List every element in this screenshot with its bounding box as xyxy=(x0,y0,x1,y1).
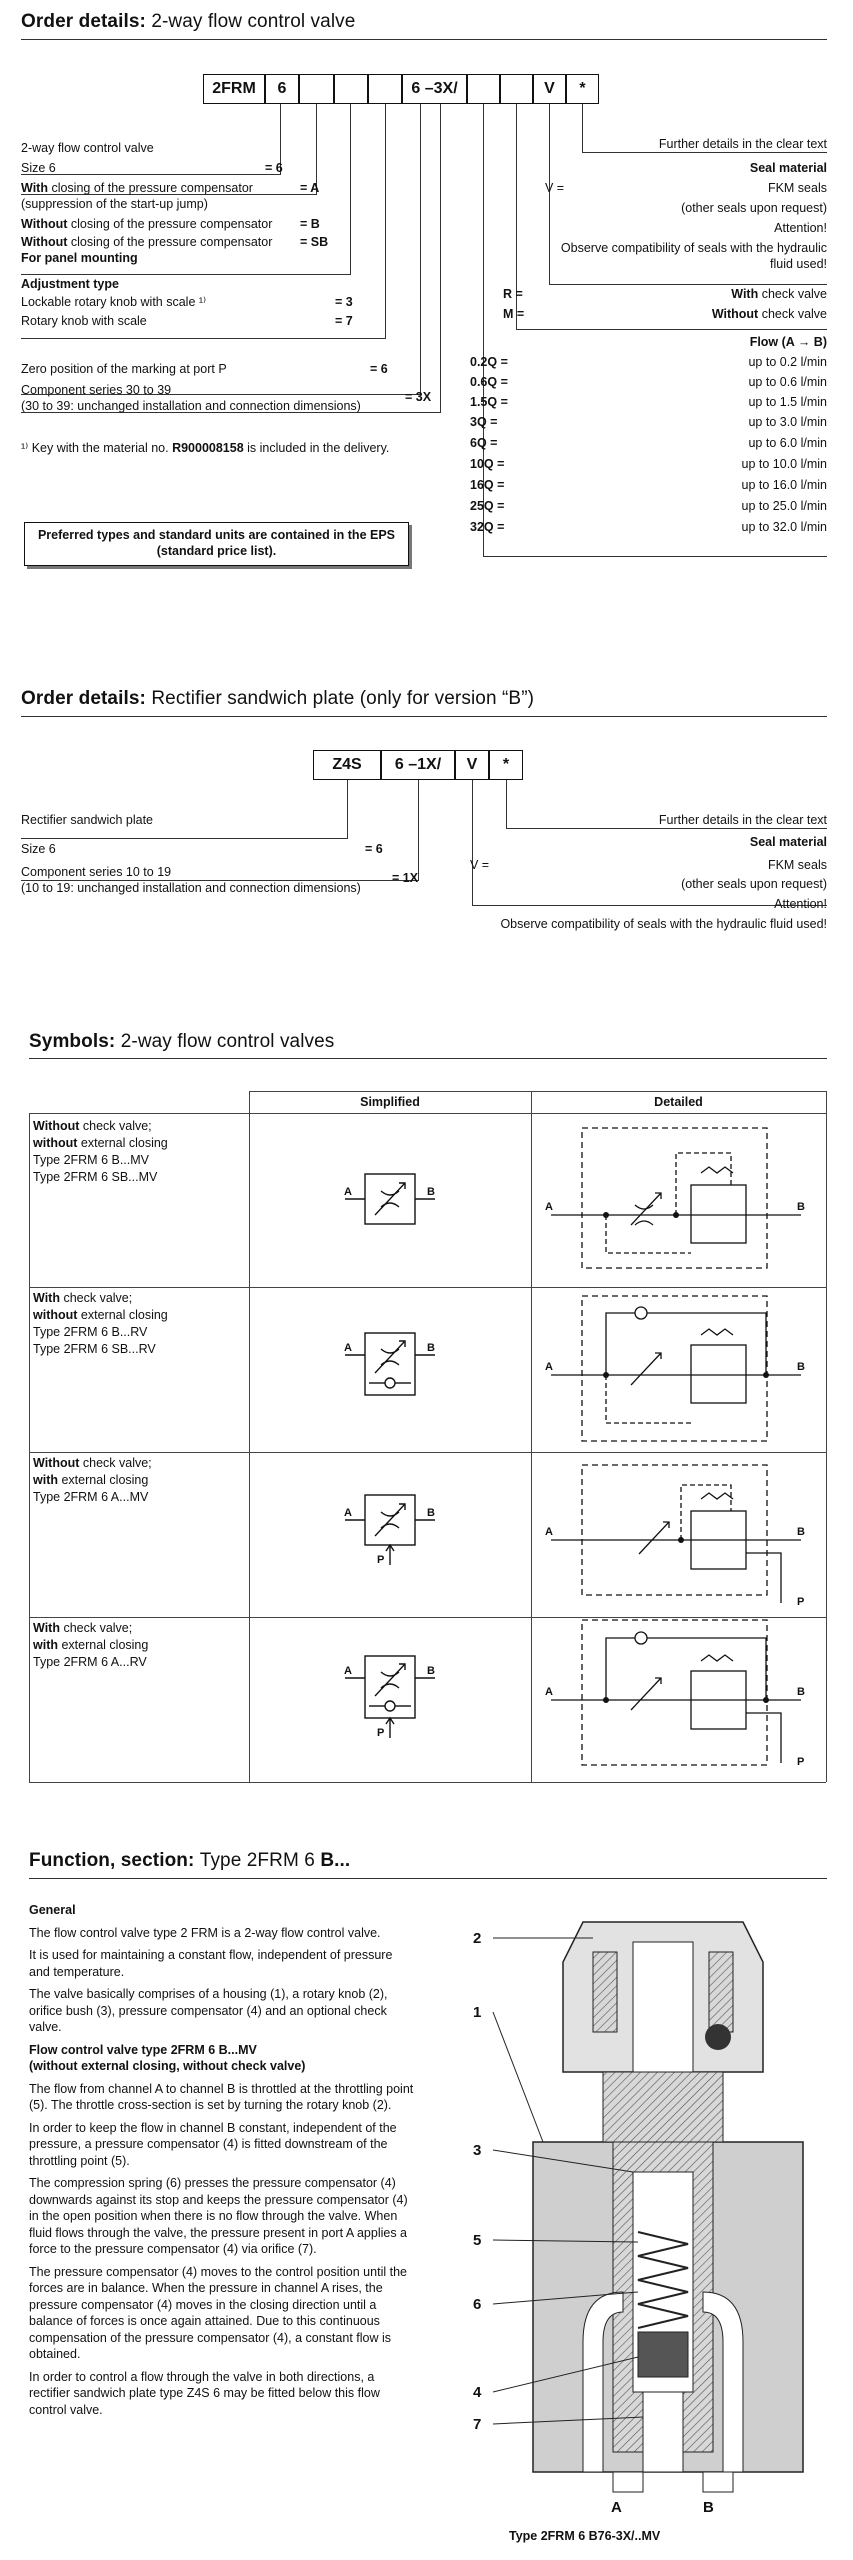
port-a-label: A xyxy=(611,2499,622,2516)
port-b-label: B xyxy=(797,1686,805,1698)
seal-key: V = xyxy=(545,181,565,195)
option-label: Component series 10 to 19 xyxy=(21,865,172,879)
port-b-label: B xyxy=(797,1526,805,1538)
paragraph: The pressure compensator (4) moves to the control position until the forces are in balance. When the pressure in channel A rises, the pressure compensator (4) moves in the closing direction until a balance of forces is once again attained. Due to this continuous compensation of the pressure compensator (4), a constant flow is obtained. xyxy=(29,2264,407,2361)
option-label: (suppression of the start-up jump) xyxy=(21,197,208,211)
simplified-symbols xyxy=(249,1113,531,1782)
code-cell: V xyxy=(533,74,566,104)
check-value: With check valve xyxy=(731,287,827,301)
port-b-label: B xyxy=(427,1665,435,1677)
symbol-row-4: With check valve; with external closing Type 2FRM 6 A...RV xyxy=(33,1621,149,1669)
symbol-row-2: With check valve; without external closing Type 2FRM 6 B...RV Type 2FRM 6 SB...RV xyxy=(33,1291,168,1356)
paragraph: The compression spring (6) presses the pressure compensator (4) downwards against its stop and keeps the pressure compensator (4) in the open position when there is no flow through the valve. When fluid flows through the valve, the pressure present in port A applies a force to the pressure compensator (4) via orifice (7). xyxy=(29,2176,408,2256)
option-label: Rotary knob with scale xyxy=(21,314,147,328)
option-label: Without closing of the pressure compensator xyxy=(21,235,273,249)
further-details: Further details in the clear text xyxy=(658,137,827,151)
code-cell: Z4S xyxy=(313,750,381,780)
option-label: Without closing of the pressure compensator xyxy=(21,217,273,231)
function-title: Function, section: Type 2FRM 6 B... xyxy=(29,1850,351,1871)
port-a-label: A xyxy=(545,1361,553,1373)
seal-title: Seal material xyxy=(749,835,827,849)
port-a-label: A xyxy=(344,1665,352,1677)
paragraph: In order to keep the flow in channel B constant, independent of the pressure, a pressure compensator (4) is fitted downstream of the throttling point (5). xyxy=(29,2120,397,2168)
code-cell: 6 xyxy=(265,74,299,104)
seal-value: FKM seals xyxy=(767,181,827,195)
option-value: = 6 xyxy=(265,161,283,175)
flow-key: 0.2Q = xyxy=(470,355,508,369)
flow-key: 10Q = xyxy=(470,457,505,471)
preferred-types-box: Preferred types and standard units are contained in the EPS (standard price list). xyxy=(24,522,409,566)
option-label: Size 6 xyxy=(21,161,56,175)
subheading-note: (without external closing, without check valve) xyxy=(29,2059,306,2073)
paragraph: The flow control valve type 2 FRM is a 2-way flow control valve. xyxy=(29,1925,381,1940)
port-a-label: A xyxy=(344,1507,352,1519)
flow-key: 3Q = xyxy=(470,415,498,429)
seal-title: Seal material xyxy=(749,161,827,175)
option-value: = 1X xyxy=(392,871,419,885)
symbol-row-3: Without check valve; with external closing Type 2FRM 6 A...MV xyxy=(33,1456,152,1504)
port-b-label: B xyxy=(427,1186,435,1198)
option-label: Zero position of the marking at port P xyxy=(21,362,227,376)
option-value: = 3 xyxy=(335,295,353,309)
flow-value: up to 25.0 l/min xyxy=(741,499,827,513)
check-key: R = xyxy=(503,287,523,301)
adjust-title: Adjustment type xyxy=(21,277,119,291)
port-b-label: B xyxy=(427,1342,435,1354)
port-a-label: A xyxy=(545,1686,553,1698)
code-cell: * xyxy=(566,74,599,104)
port-a-label: A xyxy=(545,1201,553,1213)
port-b-label: B xyxy=(703,2499,714,2516)
port-p-label: P xyxy=(797,1756,805,1768)
flow-value: up to 0.2 l/min xyxy=(748,355,827,369)
check-key: M = xyxy=(503,307,525,321)
compat-note: Observe compatibility of seals with the hydraulic fluid used! xyxy=(500,917,827,931)
code-cell: * xyxy=(489,750,523,780)
flow-title: Flow (A → B) xyxy=(749,335,827,349)
callout-5: 5 xyxy=(473,2232,482,2249)
port-b-label: B xyxy=(797,1201,805,1213)
option-label: (30 to 39: unchanged installation and connection dimensions) xyxy=(21,399,361,413)
callout-3: 3 xyxy=(473,2142,482,2159)
port-a-label: A xyxy=(344,1342,352,1354)
callout-4: 4 xyxy=(473,2384,482,2401)
code-cell xyxy=(467,74,500,104)
flow-key: 1.5Q = xyxy=(470,395,508,409)
paragraph: The valve basically comprises of a housing (1), a rotary knob (2), orifice bush (3), pressure compensator (4) and an optional check valve. xyxy=(29,1987,388,2034)
option-value: = SB xyxy=(300,235,329,249)
option-label: 2-way flow control valve xyxy=(21,141,154,155)
paragraph: In order to control a flow through the valve in both directions, a rectifier sandwich plate type Z4S 6 may be fitted below this flow control valve. xyxy=(29,2369,380,2417)
symbols-title: Symbols: 2-way flow control valves xyxy=(29,1031,335,1052)
code-cell: 2FRM xyxy=(203,74,265,104)
option-label: With closing of the pressure compensator xyxy=(21,181,253,195)
flow-key: 25Q = xyxy=(470,499,505,513)
order-details-title: Order details: 2-way flow control valve xyxy=(21,11,356,32)
code-cell: V xyxy=(455,750,489,780)
port-p-label: P xyxy=(797,1596,805,1608)
detailed-symbols xyxy=(531,1113,826,1782)
flow-key: 0.6Q = xyxy=(470,375,508,389)
flow-value: up to 16.0 l/min xyxy=(741,478,827,492)
option-value: = A xyxy=(300,181,320,195)
subheading: Flow control valve type 2FRM 6 B...MV xyxy=(29,2042,257,2057)
seal-other: (other seals upon request) xyxy=(681,877,827,891)
option-value: = 7 xyxy=(335,314,353,328)
figure-caption: Type 2FRM 6 B76-3X/..MV xyxy=(509,2529,661,2543)
flow-value: up to 10.0 l/min xyxy=(741,457,827,471)
code-cell xyxy=(500,74,533,104)
further-details: Further details in the clear text xyxy=(658,813,827,827)
option-label: Component series 30 to 39 xyxy=(21,383,172,397)
port-p-label: P xyxy=(377,1727,385,1739)
flow-value: up to 1.5 l/min xyxy=(748,395,827,409)
col-detailed-header: Detailed xyxy=(654,1095,703,1109)
function-text xyxy=(29,1902,414,2424)
general-heading: General xyxy=(29,1903,76,1917)
flow-key: 32Q = xyxy=(470,520,505,534)
seal-value: FKM seals xyxy=(767,858,827,872)
check-value: Without check valve xyxy=(711,307,827,321)
code-cell xyxy=(299,74,334,104)
option-label: Rectifier sandwich plate xyxy=(21,813,154,827)
port-a-label: A xyxy=(545,1526,553,1538)
flow-value: up to 3.0 l/min xyxy=(748,415,827,429)
seal-other: (other seals upon request) xyxy=(681,201,827,215)
callout-7: 7 xyxy=(473,2416,482,2433)
flow-value: up to 32.0 l/min xyxy=(741,520,827,534)
title-rule xyxy=(29,1058,827,1059)
footnote: ¹⁾ Key with the material no. R900008158 is included in the delivery. xyxy=(21,441,390,455)
valve-section-drawing xyxy=(433,1872,853,2552)
option-label: For panel mounting xyxy=(21,251,138,265)
code-cell xyxy=(334,74,368,104)
port-p-label: P xyxy=(377,1554,385,1566)
callout-2: 2 xyxy=(473,1930,482,1947)
option-value: = 3X xyxy=(405,390,432,404)
code-cell xyxy=(368,74,402,104)
title-rule xyxy=(21,716,827,717)
option-label: (10 to 19: unchanged installation and connection dimensions) xyxy=(21,881,361,895)
attention: Attention! xyxy=(774,897,827,911)
option-value: = 6 xyxy=(365,842,383,856)
flow-value: up to 6.0 l/min xyxy=(748,436,827,450)
option-label: Size 6 xyxy=(21,842,56,856)
attention: Attention! xyxy=(774,221,827,235)
symbol-row-1: Without check valve; without external closing Type 2FRM 6 B...MV Type 2FRM 6 SB...MV xyxy=(33,1119,168,1184)
flow-key: 16Q = xyxy=(470,478,505,492)
port-a-label: A xyxy=(344,1186,352,1198)
option-value: = B xyxy=(300,217,320,231)
order-details-2-title: Order details: Rectifier sandwich plate (only for version “B”) xyxy=(21,688,535,709)
paragraph: It is used for maintaining a constant flow, independent of pressure and temperature. xyxy=(29,1948,393,1979)
seal-key: V = xyxy=(470,858,490,872)
flow-value: up to 0.6 l/min xyxy=(748,375,827,389)
paragraph: The flow from channel A to channel B is throttled at the throttling point (5). The throttle cross-section is set by turning the rotary knob (2). xyxy=(29,2081,414,2112)
col-simplified-header: Simplified xyxy=(360,1095,420,1109)
callout-1: 1 xyxy=(473,2004,482,2021)
code-cell: 6 –1X / xyxy=(381,750,455,780)
option-label: Lockable rotary knob with scale ¹⁾ xyxy=(21,295,207,309)
option-value: = 6 xyxy=(370,362,388,376)
code-cell: 6 –3X / xyxy=(402,74,467,104)
title-rule xyxy=(21,39,827,40)
port-b-label: B xyxy=(797,1361,805,1373)
callout-6: 6 xyxy=(473,2296,482,2313)
port-b-label: B xyxy=(427,1507,435,1519)
flow-key: 6Q = xyxy=(470,436,498,450)
compat-note: Observe compatibility of seals with the hydraulic fluid used! xyxy=(560,241,827,271)
